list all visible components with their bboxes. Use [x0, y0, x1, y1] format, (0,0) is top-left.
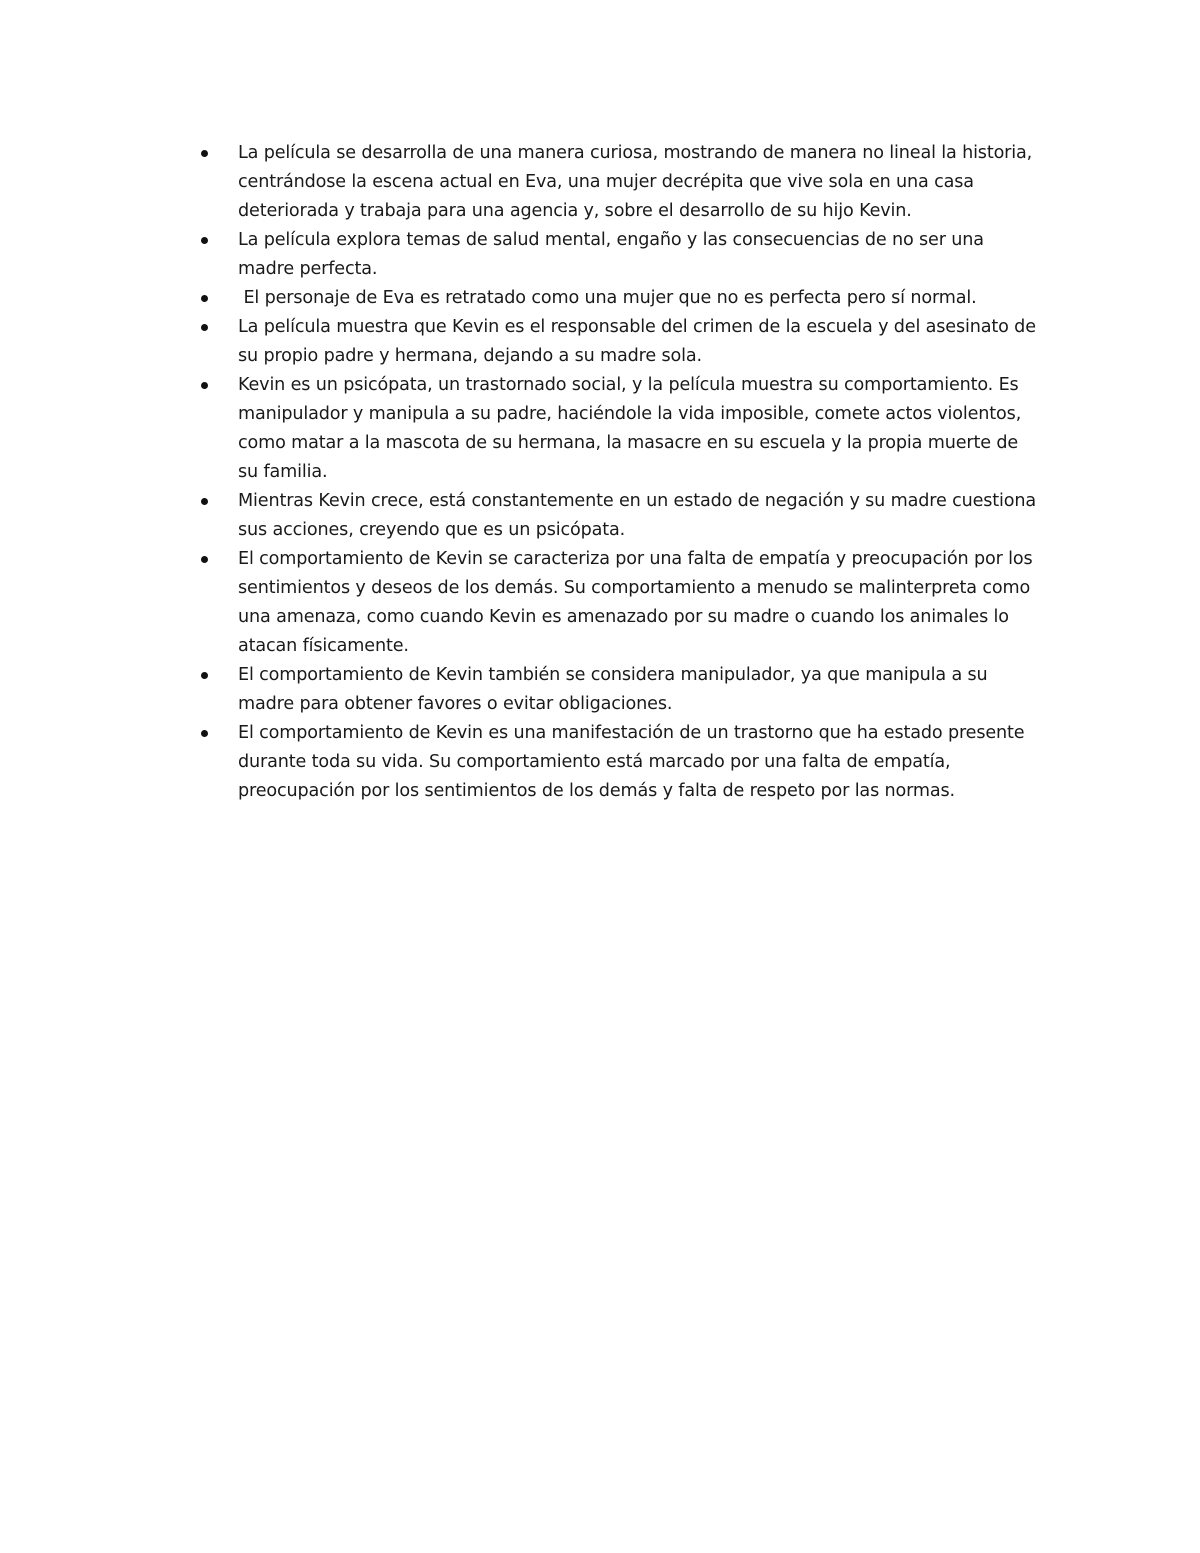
list-item: [200, 371, 1040, 487]
bullet-icon: [201, 237, 208, 244]
list-item: [200, 487, 1040, 545]
bullet-icon: [201, 498, 208, 505]
bullet-text: La película se desarrolla de una manera curiosa, mostrando de manera no lineal la historia, centrándose la escena actual en Eva, una mujer decrépita que vive sola en una casa deteriorada y trabaja para una agencia y, sobre el desarrollo de su hijo Kevin.: [238, 143, 1038, 221]
bullet-icon: [201, 324, 208, 331]
bullet-icon: [201, 556, 208, 563]
bullet-icon: [201, 295, 208, 302]
list-item: [200, 313, 1040, 371]
list-item: [200, 139, 1040, 226]
list-item: [200, 661, 1040, 719]
bullet-icon: [201, 672, 208, 679]
bullet-icon: [201, 150, 208, 157]
bullet-text: El personaje de Eva es retratado como una mujer que no es perfecta pero sí normal.: [238, 288, 977, 308]
bullet-text: El comportamiento de Kevin se caracteriza por una falta de empatía y preocupación por los sentimientos y deseos de los demás. Su comportamiento a menudo se malinterpreta como una amenaza, como cuando Kevin es amenazado por su madre o cuando los animales lo atacan físicamente.: [238, 549, 1038, 656]
list-item: [200, 545, 1040, 661]
list-item: [200, 284, 1040, 313]
bullet-text: La película muestra que Kevin es el responsable del crimen de la escuela y del asesinato de su propio padre y hermana, dejando a su madre sola.: [238, 317, 1042, 366]
bullet-text: Mientras Kevin crece, está constantemente en un estado de negación y su madre cuestiona sus acciones, creyendo que es un psicópata.: [238, 491, 1042, 540]
bullet-text: El comportamiento de Kevin es una manifestación de un trastorno que ha estado presente durante toda su vida. Su comportamiento está marcado por una falta de empatía, preocupación por los sentimientos de los demás y falta de respeto por las normas.: [238, 723, 1030, 801]
bullet-icon: [201, 382, 208, 389]
bullet-text: El comportamiento de Kevin también se considera manipulador, ya que manipula a su madre para obtener favores o evitar obligaciones.: [238, 665, 994, 714]
bullet-text: Kevin es un psicópata, un trastornado social, y la película muestra su comportamiento. Es manipulador y manipula a su padre, haciéndole la vida imposible, comete actos violentos, como matar a la mascota de su hermana, la masacre en su escuela y la propia muerte de su familia.: [238, 375, 1027, 482]
list-item: [200, 226, 1040, 284]
list-item: [200, 719, 1040, 806]
bullet-text: La película explora temas de salud mental, engaño y las consecuencias de no ser una madre perfecta.: [238, 230, 990, 279]
bullet-list: [200, 139, 1040, 806]
bullet-icon: [201, 730, 208, 737]
